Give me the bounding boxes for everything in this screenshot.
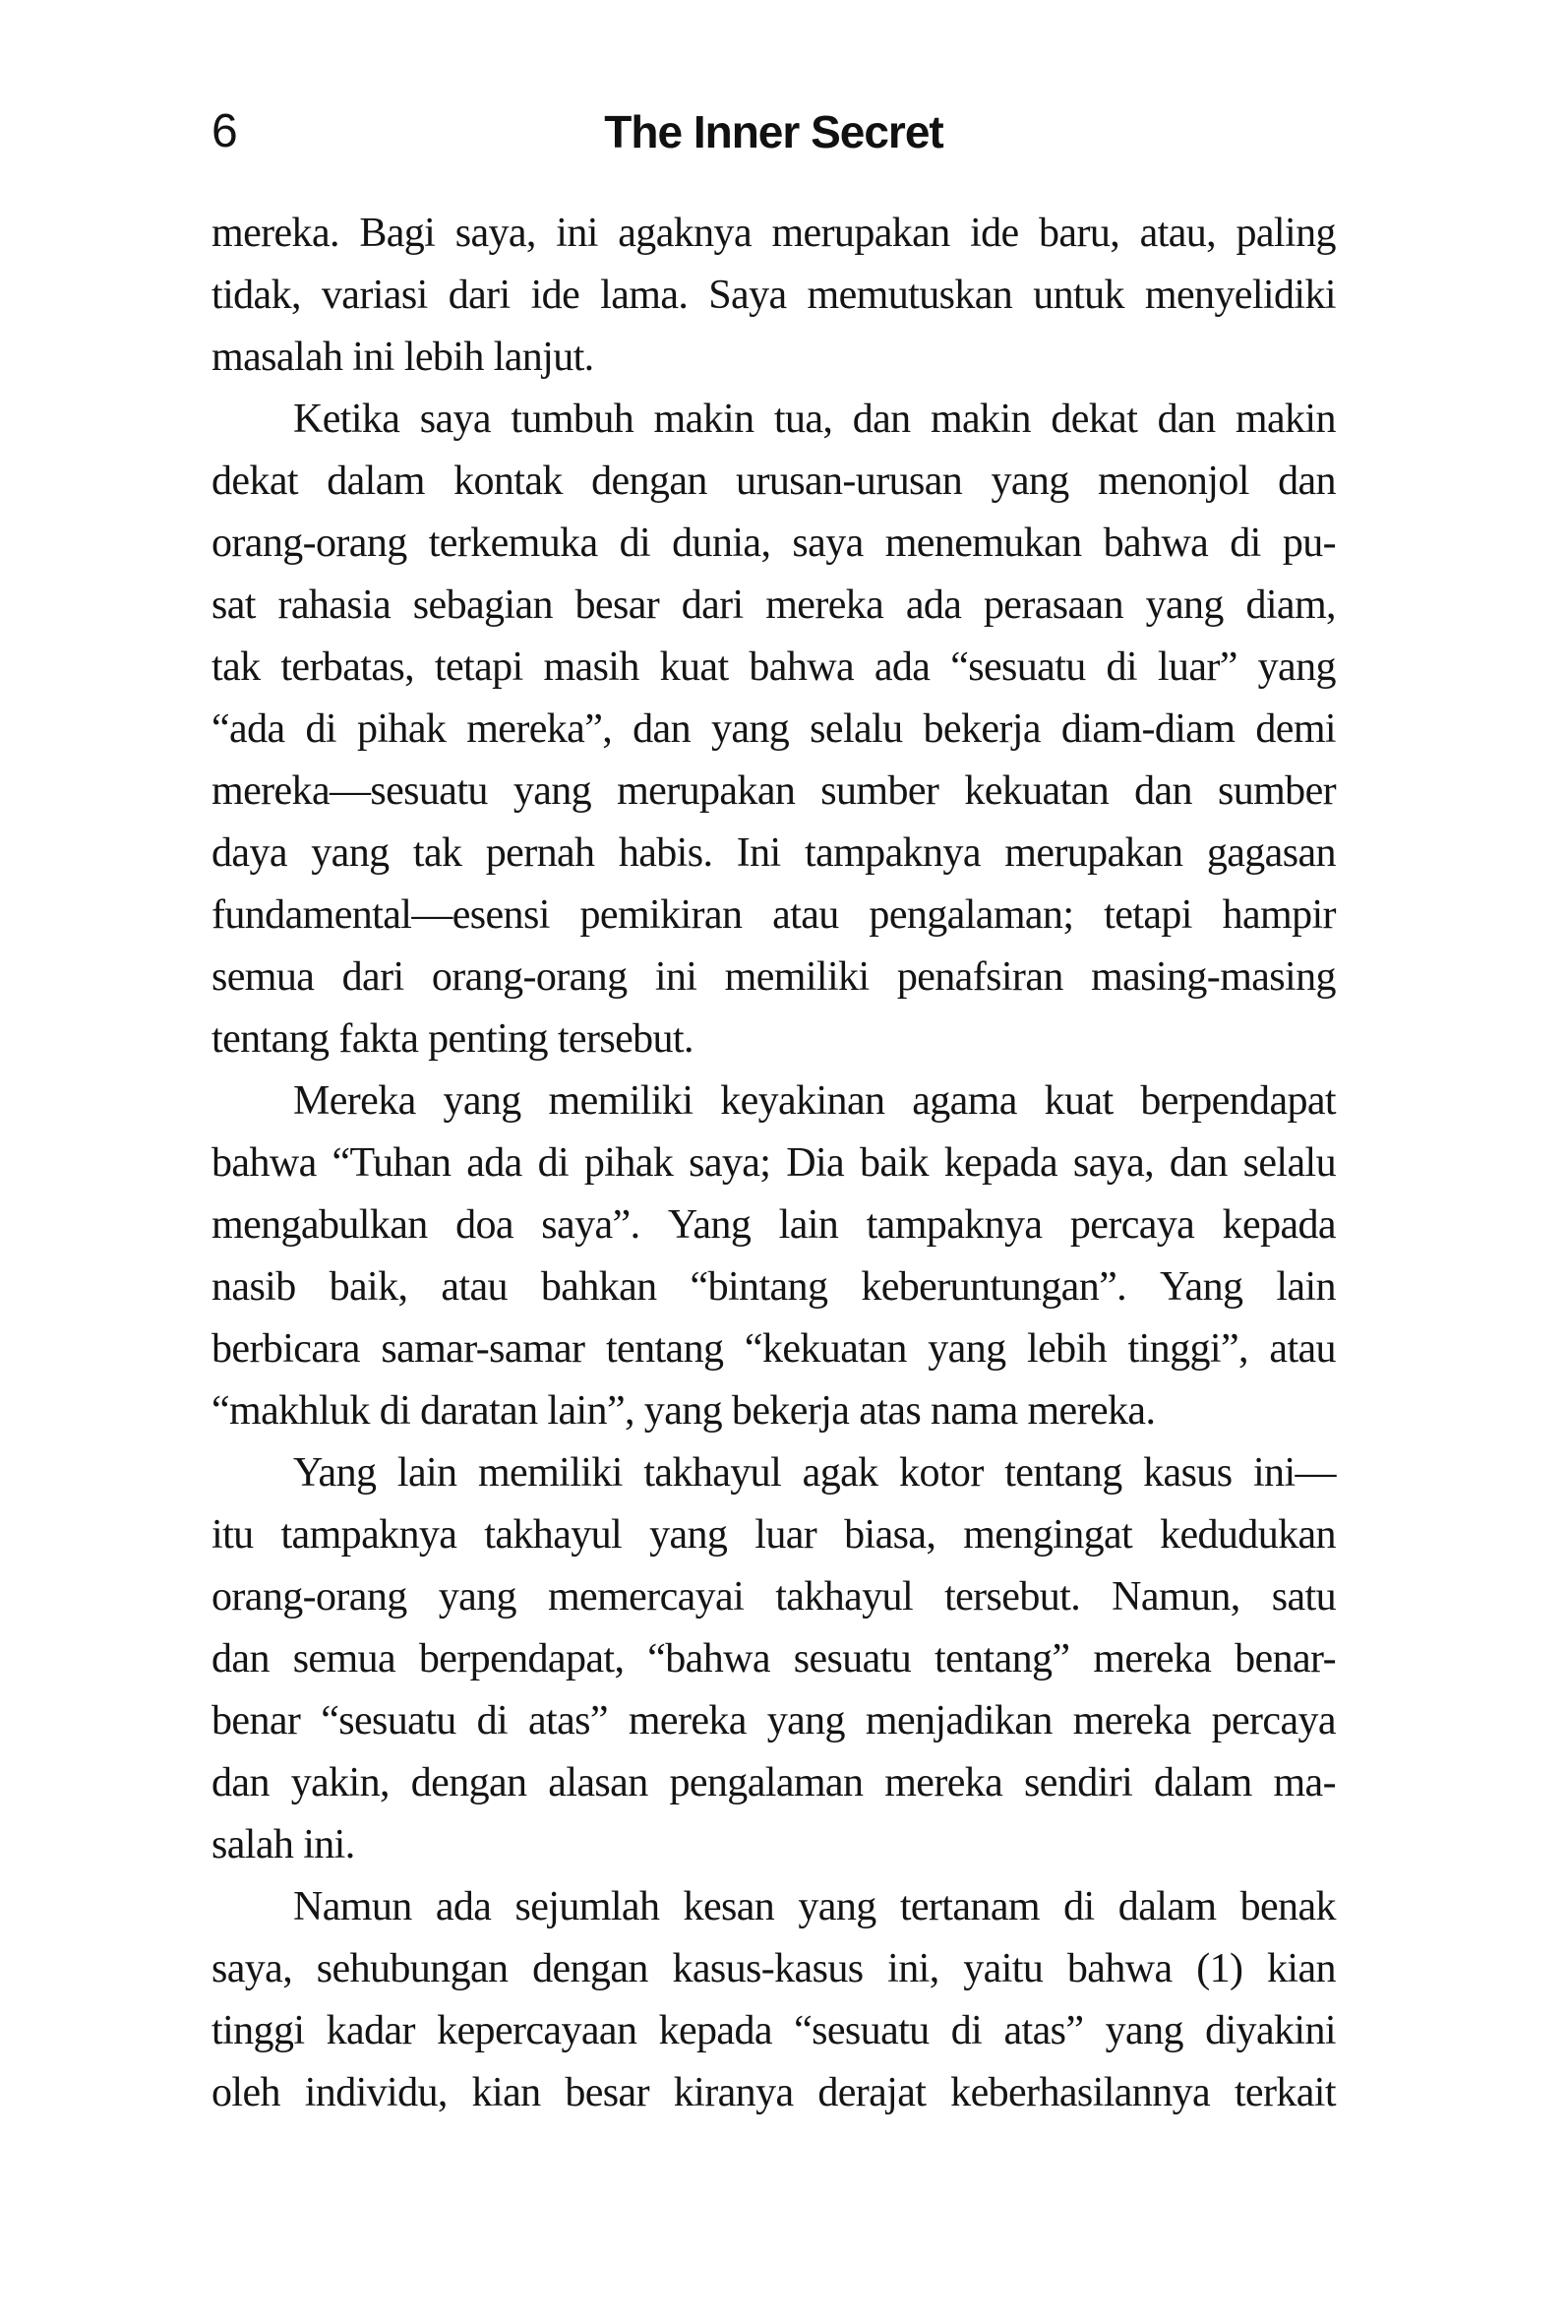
text-line: salah ini. [211, 1822, 355, 1867]
text-line: tentang fakta penting tersebut. [211, 1016, 694, 1062]
text-line: bahwa “Tuhan ada di pihak saya; Dia baik kepada saya, dan selalu [211, 1140, 1336, 1186]
text-line: Ketika saya tumbuh makin tua, dan makin dekat dan makin [293, 397, 1336, 442]
text-line: mengabulkan doa saya”. Yang lain tampaknya percaya kepada [211, 1202, 1336, 1248]
text-line: “makhluk di daratan lain”, yang bekerja atas nama mereka. [211, 1388, 1156, 1434]
text-line: nasib baik, atau bahkan “bintang keberuntungan”. Yang lain [211, 1264, 1336, 1310]
text-line: oleh individu, kian besar kiranya derajat keberhasilannya terkait [211, 2070, 1336, 2115]
text-line: tak terbatas, tetapi masih kuat bahwa ada “sesuatu di luar” yang [211, 644, 1336, 690]
text-line: Mereka yang memiliki keyakinan agama kuat berpendapat [293, 1078, 1336, 1124]
text-line: Yang lain memiliki takhayul agak kotor tentang kasus ini— [293, 1450, 1336, 1496]
page-body [211, 203, 1336, 2124]
text-line: “ada di pihak mereka”, dan yang selalu bekerja diam-diam demi [211, 706, 1336, 752]
text-line: mereka—sesuatu yang merupakan sumber kekuatan dan sumber [211, 768, 1336, 814]
page-header [211, 106, 1336, 165]
text-line: itu tampaknya takhayul yang luar biasa, mengingat kedudukan [211, 1512, 1336, 1558]
text-line: sat rahasia sebagian besar dari mereka ada perasaan yang diam, [211, 582, 1336, 628]
text-line: orang-orang yang memercayai takhayul tersebut. Namun, satu [211, 1574, 1336, 1620]
text-line: tidak, variasi dari ide lama. Saya memutuskan untuk menyelidiki [211, 273, 1336, 318]
text-line: dekat dalam kontak dengan urusan-urusan yang menonjol dan [211, 459, 1336, 504]
text-line: orang-orang terkemuka di dunia, saya menemukan bahwa di pu- [211, 520, 1336, 566]
text-line: dan yakin, dengan alasan pengalaman mereka sendiri dalam ma- [211, 1760, 1336, 1805]
text-line: semua dari orang-orang ini memiliki penafsiran masing-masing [211, 954, 1336, 1000]
text-line: fundamental—esensi pemikiran atau pengalaman; tetapi hampir [211, 892, 1336, 938]
text-line: daya yang tak pernah habis. Ini tampaknya merupakan gagasan [211, 830, 1336, 876]
text-line: Namun ada sejumlah kesan yang tertanam di dalam benak [293, 1884, 1336, 1929]
text-line: berbicara samar-samar tentang “kekuatan yang lebih tinggi”, atau [211, 1326, 1336, 1372]
text-line: tinggi kadar kepercayaan kepada “sesuatu di atas” yang diyakini [211, 2008, 1336, 2053]
page-number: 6 [211, 105, 238, 157]
running-title: The Inner Secret [604, 106, 943, 157]
text-line: dan semua berpendapat, “bahwa sesuatu tentang” mereka benar- [211, 1636, 1336, 1682]
text-line: masalah ini lebih lanjut. [211, 335, 594, 380]
text-line: saya, sehubungan dengan kasus-kasus ini, yaitu bahwa (1) kian [211, 1946, 1336, 1991]
text-line: benar “sesuatu di atas” mereka yang menjadikan mereka percaya [211, 1698, 1336, 1743]
text-line: mereka. Bagi saya, ini agaknya merupakan ide baru, atau, paling [211, 211, 1336, 256]
